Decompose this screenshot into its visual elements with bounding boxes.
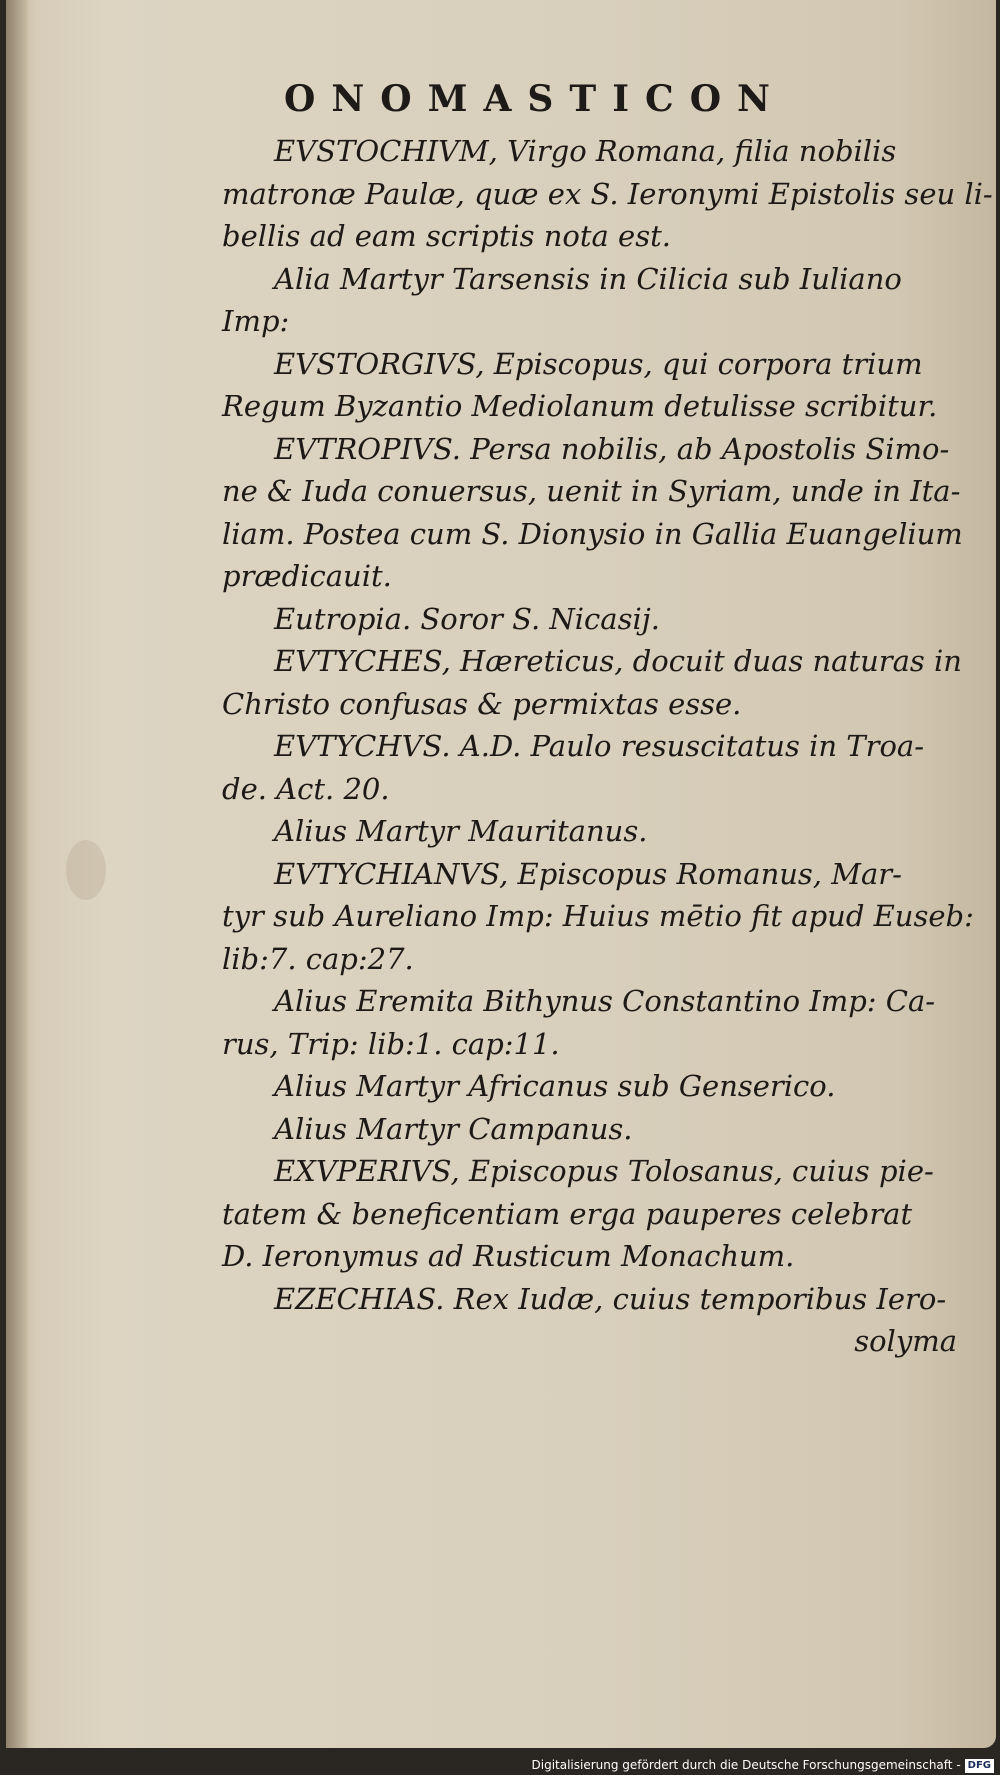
text-line: bellis ad eam scriptis nota est. — [222, 219, 671, 253]
text-line: D. Ieronymus ad Rusticum Monachum. — [222, 1239, 795, 1273]
catchword: solyma — [854, 1324, 957, 1358]
text-line: Alius Martyr Mauritanus. — [274, 814, 648, 848]
text-line: EVSTOCHIVM, Virgo Romana, filia nobilis — [274, 134, 897, 168]
page-gutter-edge — [6, 0, 28, 1748]
digitization-footer — [0, 1755, 994, 1775]
text-line: EVSTORGIVS, Episcopus, qui corpora trium — [274, 346, 923, 381]
text-line: liam. Postea cum S. Dionysio in Gallia Euangelium — [222, 516, 963, 551]
text-line: Alia Martyr Tarsensis in Cilicia sub Iuliano — [274, 261, 902, 296]
text-line: Alius Martyr Africanus sub Genserico. — [274, 1069, 836, 1103]
page-text — [222, 130, 993, 1363]
footer-credit: Digitalisierung gefördert durch die Deutsche Forschungsgemeinschaft - — [531, 1758, 961, 1772]
text-line: Christo confusas & permixtas esse. — [222, 686, 742, 721]
text-line: prædicauit. — [222, 559, 392, 593]
text-line: EZECHIAS. Rex Iudæ, cuius temporibus Iero- — [274, 1281, 947, 1316]
paper-stain — [66, 840, 106, 900]
text-line: EXVPERIVS, Episcopus Tolosanus, cuius pie- — [274, 1154, 934, 1188]
text-line: matronæ Paulæ, quæ ex S. Ieronymi Epistolis seu li- — [222, 176, 993, 211]
text-line: Imp: — [222, 304, 290, 338]
text-line: EVTYCHIANVS, Episcopus Romanus, Mar- — [274, 856, 902, 891]
text-line: ne & Iuda conuersus, uenit in Syriam, unde in Ita- — [222, 474, 961, 508]
text-line: lib:7. cap:27. — [222, 941, 414, 976]
text-line: EVTYCHES, Hæreticus, docuit duas naturas in — [274, 644, 962, 678]
text-line: de. Act. 20. — [222, 771, 390, 806]
text-line: EVTYCHVS. A.D. Paulo resuscitatus in Troa- — [274, 729, 925, 763]
text-line: rus, Trip: lib:1. cap:11. — [222, 1026, 560, 1061]
text-line: tatem & beneficentiam erga pauperes celebrat — [222, 1196, 913, 1231]
text-line: Alius Martyr Campanus. — [274, 1111, 633, 1146]
text-line: Alius Eremita Bithynus Constantino Imp: Ca- — [274, 984, 936, 1018]
text-line: tyr sub Aureliano Imp: Huius mētio fit apud Euseb: — [222, 899, 974, 933]
text-line: EVTROPIVS. Persa nobilis, ab Apostolis Simo- — [274, 431, 950, 466]
dfg-logo: DFG — [965, 1759, 994, 1773]
text-line: Regum Byzantio Mediolanum detulisse scribitur. — [222, 389, 938, 423]
running-header: ONOMASTICON — [284, 78, 786, 120]
text-line: Eutropia. Soror S. Nicasij. — [274, 601, 660, 636]
